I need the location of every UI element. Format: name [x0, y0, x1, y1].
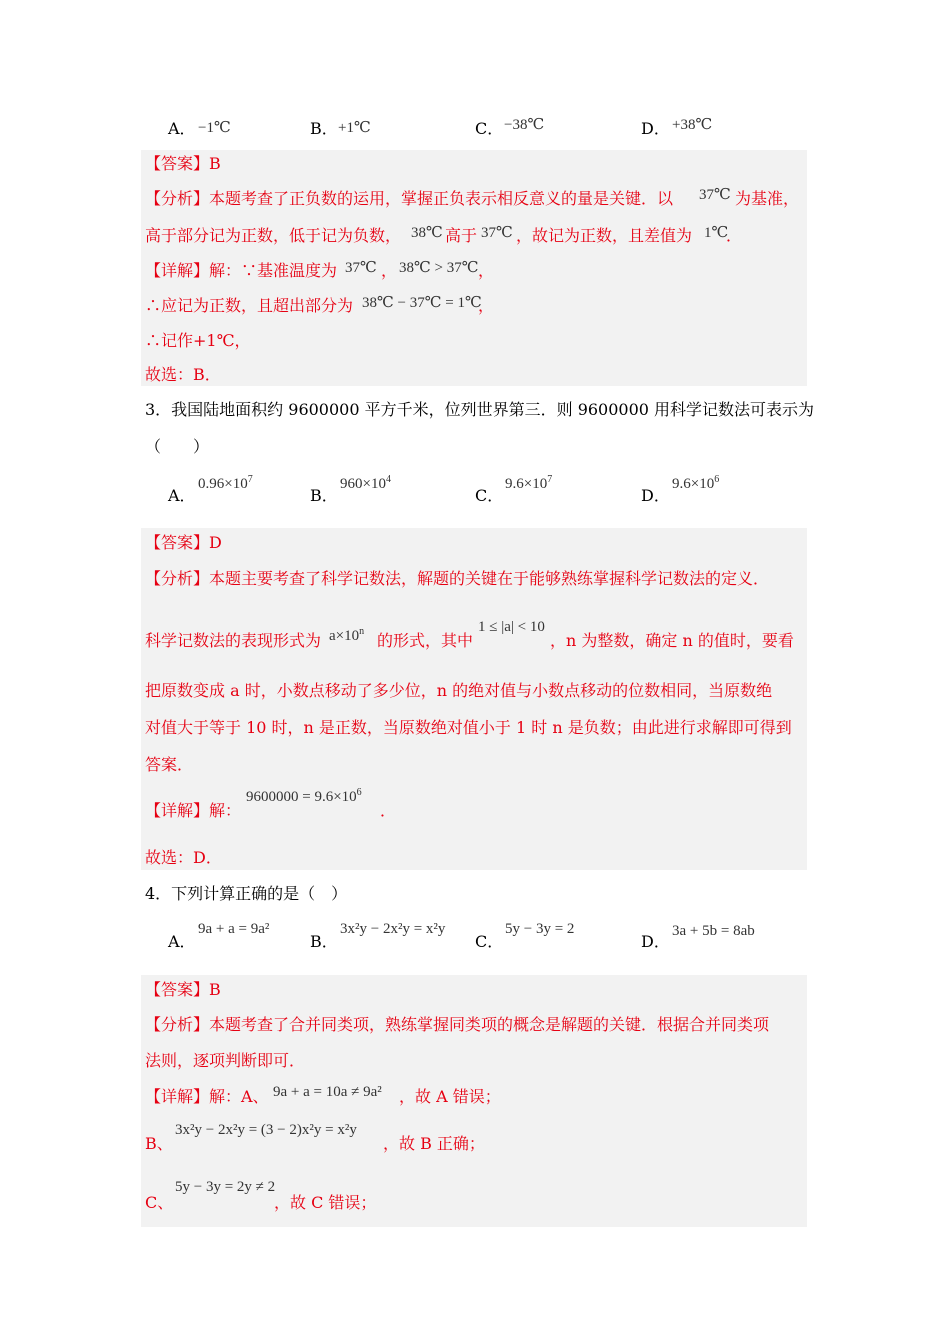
- q3-analysis-line2: 科学记数法的表现形式为: [145, 631, 322, 650]
- q2-detail-math-37: 37℃: [345, 260, 377, 276]
- q4-stem: 4．下列计算正确的是（ ）: [145, 884, 348, 903]
- q3-option-d-value: $9.6\times 10^6$: [672, 474, 720, 492]
- q2-detail-math-diff: 38℃ − 37℃ = 1℃: [362, 295, 482, 311]
- q2-analysis-line1: 【分析】本题考查了正负数的运用，掌握正负表示相反意义的量是关键．以: [145, 189, 674, 208]
- q4-option-c-letter: C．: [475, 932, 504, 951]
- q2-analysis-line2-end: ．: [726, 226, 743, 245]
- q4-detail-a: 【详解】解：A、: [145, 1087, 269, 1106]
- q4-detail-c-math: 5y − 3y = 2y ≠ 2: [175, 1179, 276, 1195]
- q2-analysis-line1-end: 为基准，: [735, 189, 800, 208]
- q3-detail-line1: 【详解】解：: [145, 801, 242, 820]
- q2-analysis-line2-b: 高于: [445, 226, 478, 245]
- q2-detail-line2-end: ，: [478, 296, 495, 315]
- q4-analysis-line2: 法则，逐项判断即可．: [145, 1051, 306, 1070]
- q4-detail-a-math: 9a + a = 10a ≠ 9a²: [273, 1084, 382, 1100]
- q2-detail-choose: 故选：B．: [145, 365, 221, 384]
- q2-analysis-math-37: 37℃: [699, 187, 731, 203]
- q2-detail-math-compare: 38℃ > 37℃: [399, 260, 479, 276]
- q2-analysis-math-38: 38℃: [411, 225, 443, 241]
- q2-option-b-letter: B．: [310, 119, 338, 138]
- q4-option-c-value: 5y − 3y = 2: [505, 921, 575, 937]
- q4-analysis-line1: 【分析】本题考查了合并同类项，熟练掌握同类项的概念是解题的关键．根据合并同类项: [145, 1015, 770, 1034]
- q3-analysis-line2-end: ，n 为整数，确定 n 的值时，要看: [550, 631, 794, 650]
- q4-option-b-letter: B．: [310, 932, 338, 951]
- q2-option-a-letter: A．: [168, 119, 196, 138]
- q2-detail-line1-end: ，: [478, 261, 495, 280]
- q4-option-d-value: 3a + 5b = 8ab: [672, 923, 755, 939]
- q4-detail-c: C、: [145, 1193, 174, 1212]
- q3-option-a-letter: A．: [168, 486, 196, 505]
- q3-answer: 【答案】D: [145, 533, 222, 552]
- q2-analysis-math-1: 1℃: [704, 225, 729, 241]
- q4-option-a-letter: A．: [168, 932, 196, 951]
- q3-detail-math: $9600000 = 9.6\times 10^6$: [246, 787, 362, 805]
- q3-option-b-value: $960\times 10^4$: [340, 474, 391, 492]
- q4-answer: 【答案】B: [145, 980, 221, 999]
- q3-option-d-letter: D．: [641, 486, 670, 505]
- q3-option-b-letter: B．: [310, 486, 338, 505]
- q4-option-d-letter: D．: [641, 932, 670, 951]
- q2-analysis-line2-c: ，故记为正数，且差值为: [516, 226, 693, 245]
- q4-detail-b-end: ，故 B 正确；: [383, 1134, 485, 1153]
- q3-analysis-line2-mid: 的形式，其中: [377, 631, 474, 650]
- q2-analysis-line2: 高于部分记为正数，低于记为负数，: [145, 226, 402, 245]
- q2-answer: 【答案】B: [145, 154, 221, 173]
- q2-detail-sep: ，: [381, 261, 398, 280]
- q2-detail-line2: ∴应记为正数，且超出部分为: [145, 296, 354, 315]
- q2-option-d-value: +38℃: [672, 117, 713, 133]
- q3-analysis-line3: 把原数变成 a 时，小数点移动了多少位，n 的绝对值与小数点移动的位数相同，当原数绝: [145, 681, 773, 700]
- q3-analysis-line1: 【分析】本题主要考查了科学记数法，解题的关键在于能够熟练掌握科学记数法的定义．: [145, 569, 770, 588]
- q2-detail-line3: ∴记作+1℃，: [145, 331, 251, 350]
- q3-detail-choose: 故选：D．: [145, 848, 222, 867]
- q2-analysis-math-37b: 37℃: [481, 225, 513, 241]
- q3-detail-end: ．: [380, 801, 397, 820]
- q3-option-c-letter: C．: [475, 486, 504, 505]
- q2-option-a-value: −1℃: [198, 120, 231, 136]
- q2-detail-line1: 【详解】解：∵基准温度为: [145, 261, 338, 280]
- q3-analysis-line4: 对值大于等于 10 时，n 是正数，当原数绝对值小于 1 时 n 是负数；由此进行求解即可得到: [145, 718, 792, 737]
- q4-option-b-value: 3x²y − 2x²y = x²y: [340, 921, 446, 937]
- q2-option-b-value: +1℃: [338, 120, 371, 136]
- q4-detail-c-end: ，故 C 错误；: [274, 1193, 377, 1212]
- q4-option-a-value: 9a + a = 9a²: [198, 921, 270, 937]
- q3-stem-line2: （ ）: [145, 437, 210, 456]
- q3-option-a-value: $0.96\times 10^7$: [198, 474, 253, 492]
- q4-detail-b: B、: [145, 1134, 173, 1153]
- q2-option-c-value: −38℃: [504, 117, 545, 133]
- q3-analysis-line5: 答案．: [145, 755, 194, 774]
- q2-option-d-letter: D．: [641, 119, 670, 138]
- q4-detail-a-end: ，故 A 错误；: [399, 1087, 501, 1106]
- q3-stem-line1: 3．我国陆地面积约 9600000 平方千米，位列世界第三．则 9600000 用科学记数法可表示为: [145, 400, 815, 419]
- q2-option-c-letter: C．: [475, 119, 504, 138]
- q4-detail-b-math: 3x²y − 2x²y = (3 − 2)x²y = x²y: [175, 1122, 357, 1138]
- q3-analysis-math-range: 1 ≤ |a| < 10: [478, 619, 545, 635]
- q3-analysis-math-form: $a\times 10^n$: [329, 626, 365, 644]
- q3-option-c-value: $9.6\times 10^7$: [505, 474, 553, 492]
